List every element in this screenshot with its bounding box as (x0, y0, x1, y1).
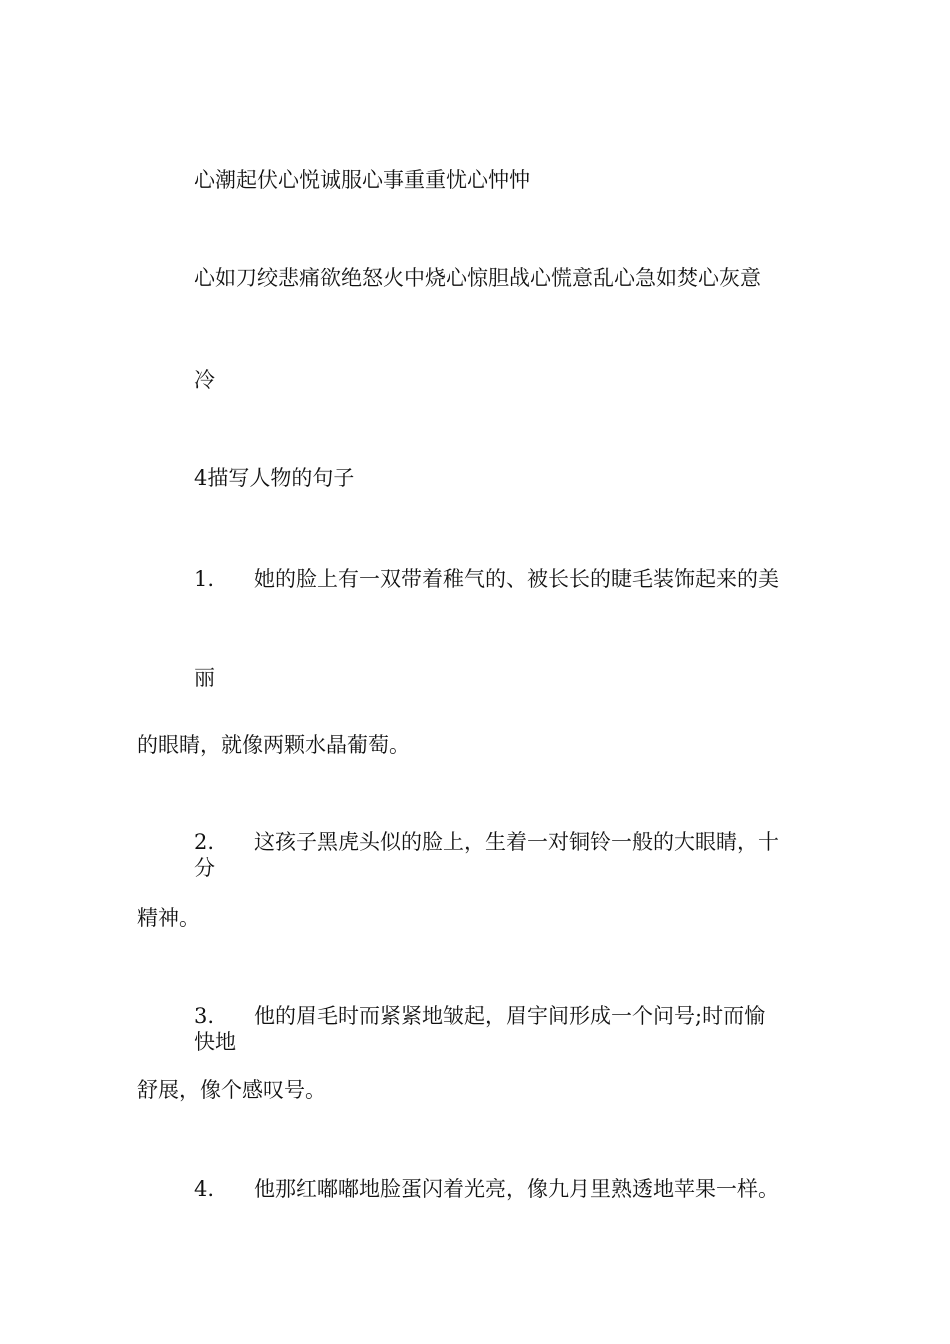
item-number: 3. (194, 1004, 215, 1028)
item-text: 这孩子黑虎头似的脸上，生着一对铜铃一般的大眼睛，十 (254, 830, 779, 854)
item-text: 他的眉毛时而紧紧地皱起，眉宇间形成一个问号;时而愉 (254, 1004, 766, 1028)
item-number: 2. (194, 830, 215, 854)
section-heading: 4描写人物的句子 (194, 466, 355, 490)
item-text-continuation: 精神。 (137, 906, 200, 930)
item-text-wrap: 快地 (194, 1030, 236, 1054)
item-text-continuation: 的眼睛，就像两颗水晶葡萄。 (137, 733, 410, 757)
item-text-continuation: 舒展，像个感叹号。 (137, 1078, 326, 1102)
item-number: 4. (194, 1177, 215, 1201)
item-text-wrap: 分 (194, 856, 215, 880)
item-text-wrap: 丽 (194, 666, 215, 690)
text-line-3: 冷 (194, 368, 215, 392)
item-text: 他那红嘟嘟地脸蛋闪着光亮，像九月里熟透地苹果一样。 (254, 1177, 779, 1201)
text-line-2: 心如刀绞悲痛欲绝怒火中烧心惊胆战心慌意乱心急如焚心灰意 (194, 266, 761, 290)
item-text: 她的脸上有一双带着稚气的、被长长的睫毛装饰起来的美 (254, 567, 779, 591)
item-number: 1. (194, 567, 215, 591)
text-line-1: 心潮起伏心悦诚服心事重重忧心忡忡 (194, 168, 530, 192)
